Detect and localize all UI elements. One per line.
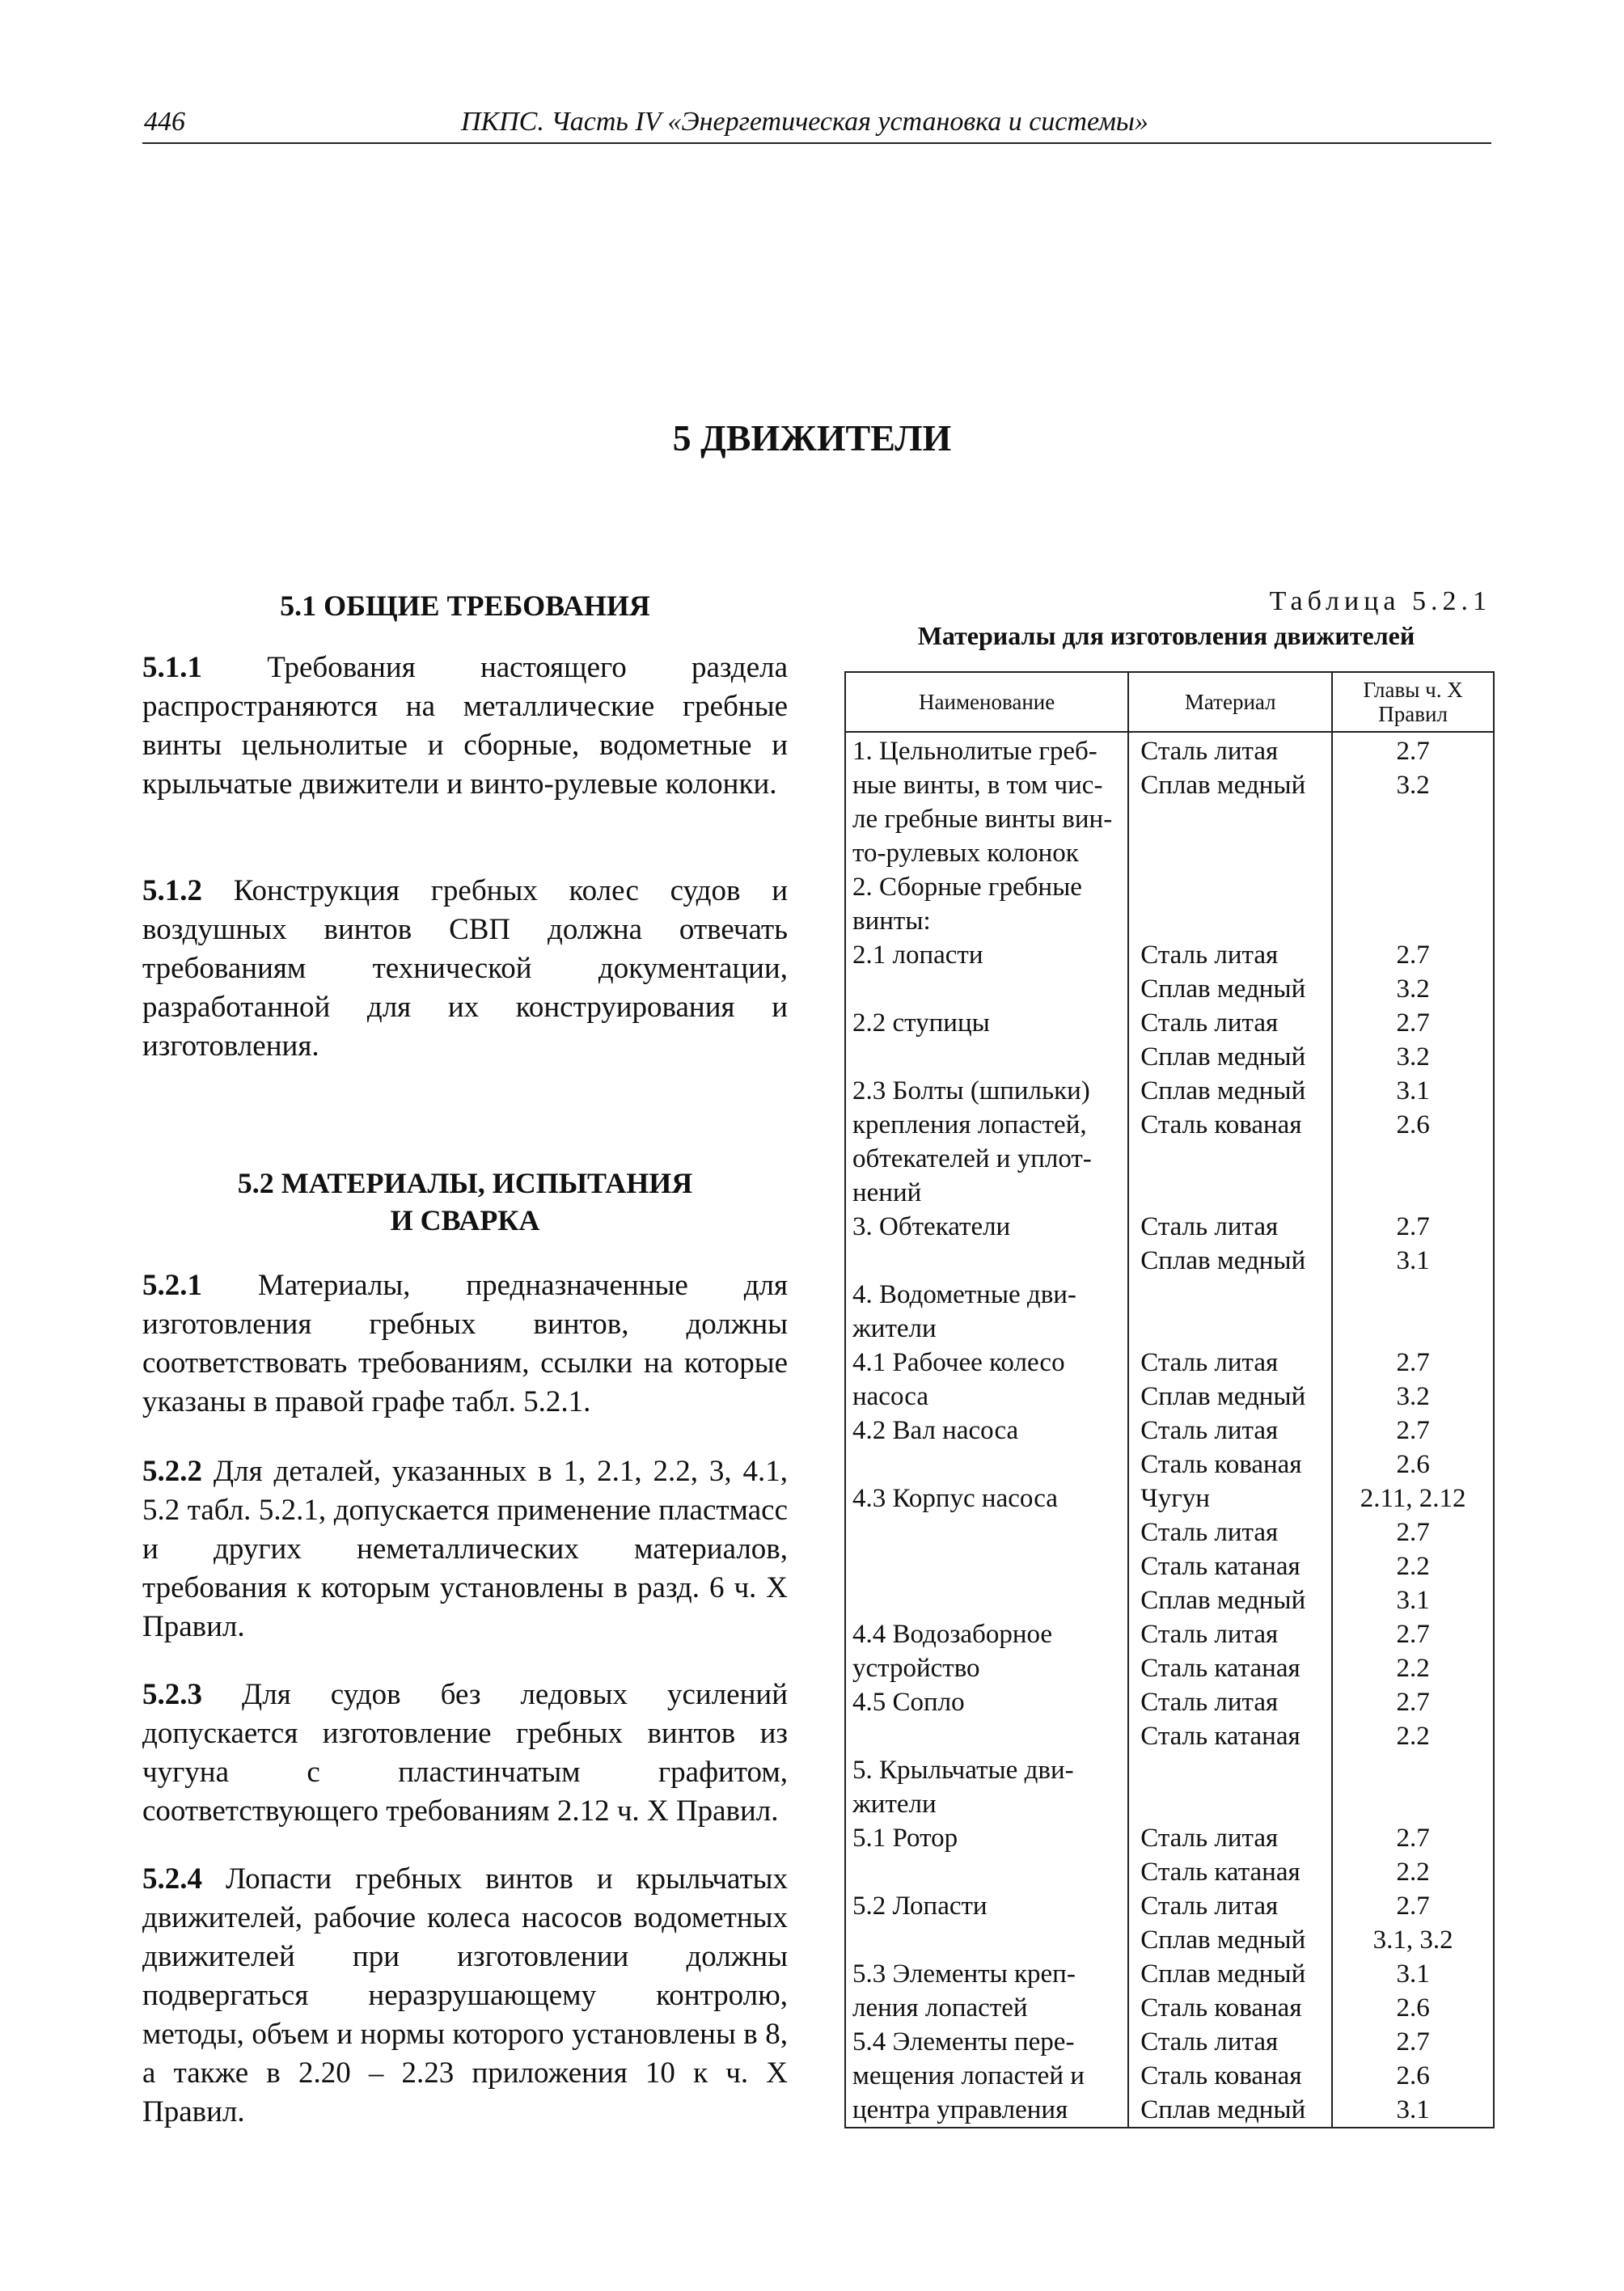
paragraph-5-2-3 — [142, 1676, 788, 1831]
cell-name — [845, 1346, 1128, 1414]
cell-material-line: Сплав медный — [1140, 1246, 1306, 1275]
cell-chapters-line: 2.6 — [1396, 1993, 1430, 2023]
cell-name — [845, 1482, 1128, 1617]
table-header-row — [845, 672, 1494, 732]
cell-chapters — [1332, 732, 1494, 870]
cell-material — [1128, 732, 1332, 870]
cell-material-line: Чугун — [1140, 1484, 1210, 1513]
cell-material-line: Сталь литая — [1140, 1892, 1279, 1921]
cell-material-line: Сплав медный — [1140, 1382, 1306, 1411]
cell-chapters — [1332, 1685, 1494, 1753]
section-title-line: И СВАРКА — [390, 1204, 540, 1236]
cell-chapters-line: 2.7 — [1396, 2027, 1430, 2056]
table-row — [845, 1210, 1494, 1278]
cell-material-line: Сплав медный — [1140, 1959, 1306, 1989]
cell-material — [1128, 1753, 1332, 1821]
cell-name-line: 2.3 Болты (шпильки) — [852, 1076, 1090, 1105]
cell-chapters-line: 3.1 — [1396, 2095, 1430, 2124]
paragraph-5-1-1 — [142, 649, 788, 804]
cell-name-line: 2. Сборные гребные — [852, 873, 1082, 902]
cell-chapters-line: 2.6 — [1396, 1110, 1430, 1139]
cell-name-line: обтекателей и уплот- — [852, 1144, 1092, 1173]
paragraph-5-2-2 — [142, 1452, 788, 1646]
table-row — [845, 1278, 1494, 1346]
table-row — [845, 1821, 1494, 1889]
cell-chapters — [1332, 938, 1494, 1006]
cell-material — [1128, 1685, 1332, 1753]
cell-material — [1128, 870, 1332, 938]
cell-chapters — [1332, 1753, 1494, 1821]
cell-chapters-line: 2.7 — [1396, 737, 1430, 766]
cell-chapters-line: 2.7 — [1396, 1212, 1430, 1241]
cell-name-line: 5. Крыльчатые дви- — [852, 1756, 1074, 1785]
cell-name-line: 5.3 Элементы креп- — [852, 1959, 1076, 1989]
cell-material-line: Сталь литая — [1140, 1416, 1279, 1445]
cell-material — [1128, 1617, 1332, 1685]
cell-name-line: ления лопастей — [852, 1993, 1028, 2023]
cell-material-line: Сталь кованая — [1140, 2061, 1302, 2090]
cell-chapters-line: 2.7 — [1396, 1348, 1430, 1377]
table-row — [845, 938, 1494, 1006]
cell-material-line: Сплав медный — [1140, 1925, 1306, 1955]
cell-material — [1128, 1210, 1332, 1278]
cell-material-line: Сталь кованая — [1140, 1110, 1302, 1139]
cell-chapters-line: 2.2 — [1396, 1858, 1430, 1887]
cell-name — [845, 1074, 1128, 1210]
paragraph-number: 5.2.3 — [142, 1678, 202, 1711]
table-row — [845, 1685, 1494, 1753]
table-row — [845, 870, 1494, 938]
cell-material — [1128, 1346, 1332, 1414]
cell-chapters-line: 2.7 — [1396, 1892, 1430, 1921]
cell-material-line: Сплав медный — [1140, 1042, 1306, 1072]
cell-chapters-line: 3.2 — [1396, 1382, 1430, 1411]
table-row — [845, 1074, 1494, 1210]
paragraph-5-2-4 — [142, 1860, 788, 2132]
cell-name — [845, 1617, 1128, 1685]
table-row — [845, 1482, 1494, 1617]
cell-name-line: жители — [852, 1790, 937, 1819]
cell-material — [1128, 1278, 1332, 1346]
cell-name-line: мещения лопастей и — [852, 2061, 1085, 2090]
cell-material — [1128, 1414, 1332, 1482]
cell-material-line: Сплав медный — [1140, 1076, 1306, 1105]
cell-material-line: Сталь литая — [1140, 1518, 1279, 1547]
cell-name-line: 4.1 Рабочее колесо — [852, 1348, 1065, 1377]
cell-material-line: Сталь катаная — [1140, 1552, 1300, 1581]
cell-material-line: Сталь литая — [1140, 1620, 1279, 1649]
cell-material — [1128, 938, 1332, 1006]
chapter-title: 5 ДВИЖИТЕЛИ — [672, 417, 952, 459]
cell-material-line: Сталь литая — [1140, 1348, 1279, 1377]
section-title-5-1: 5.1 ОБЩИЕ ТРЕБОВАНИЯ — [280, 590, 650, 622]
cell-name-line: 5.1 Ротор — [852, 1824, 958, 1853]
cell-name — [845, 2025, 1128, 2128]
table-row — [845, 1617, 1494, 1685]
paragraph-number: 5.2.1 — [142, 1269, 202, 1302]
cell-name — [845, 1753, 1128, 1821]
cell-chapters-line: 2.7 — [1396, 940, 1430, 970]
cell-chapters — [1332, 1821, 1494, 1889]
paragraph-text: Требования настоящего раздела распространяются на металлические гребные винты цельнолитые и сборные, водометные и крыльчатые движители и винто-рулевые колонки. — [142, 651, 789, 801]
paragraph-text: Лопасти гребных винтов и крыльчатых движителей, рабочие колеса насосов водометных движителей при изготовлении должны подвергаться неразрушающему контролю, методы, объем и нормы которого установлены в 8, а также в 2.20 – 2.23 приложения 10 к ч. X Правил. — [142, 1862, 789, 2128]
cell-chapters — [1332, 1482, 1494, 1617]
cell-name-line: устройство — [852, 1654, 980, 1683]
cell-name-line: ные винты, в том чис- — [852, 771, 1103, 800]
cell-material-line: Сталь литая — [1140, 1212, 1279, 1241]
cell-name-line: 4.3 Корпус насоса — [852, 1484, 1058, 1513]
cell-chapters — [1332, 1617, 1494, 1685]
paragraph-text: Для судов без ледовых усилений допускается изготовление гребных винтов из чугуна с пластинчатым графитом, соответствующего требованиям 2.12 ч. X Правил. — [142, 1678, 789, 1828]
cell-chapters-line: 2.7 — [1396, 1518, 1430, 1547]
cell-chapters-line: 3.1 — [1396, 1586, 1430, 1615]
cell-material — [1128, 1482, 1332, 1617]
cell-chapters-line: 2.7 — [1396, 1824, 1430, 1853]
cell-material-line: Сталь литая — [1140, 1824, 1279, 1853]
cell-name-line: 5.4 Элементы пере- — [852, 2027, 1075, 2056]
table-row — [845, 1006, 1494, 1074]
cell-name — [845, 1821, 1128, 1889]
cell-name — [845, 1210, 1128, 1278]
paragraph-number: 5.2.4 — [142, 1862, 202, 1896]
cell-material-line: Сталь литая — [1140, 1008, 1279, 1038]
table-row — [845, 2025, 1494, 2128]
cell-name-line: центра управления — [852, 2095, 1068, 2124]
cell-material-line: Сплав медный — [1140, 771, 1306, 800]
cell-name — [845, 1414, 1128, 1482]
cell-chapters — [1332, 1074, 1494, 1210]
cell-name-line: насоса — [852, 1382, 928, 1411]
section-title-line: 5.2 МАТЕРИАЛЫ, ИСПЫТАНИЯ — [237, 1167, 693, 1199]
cell-name-line: 1. Цельнолитые греб- — [852, 737, 1097, 766]
table-row — [845, 1346, 1494, 1414]
table-row — [845, 1889, 1494, 1957]
cell-chapters-line: 3.1 — [1396, 1959, 1430, 1989]
cell-material-line: Сплав медный — [1140, 974, 1306, 1004]
cell-name — [845, 1685, 1128, 1753]
cell-material-line: Сплав медный — [1140, 2095, 1306, 2124]
paragraph-text: Материалы, предназначенные для изготовления гребных винтов, должны соответствовать требованиям, ссылки на которые указаны в правой графе табл. 5.2.1. — [142, 1269, 788, 1418]
cell-name — [845, 1889, 1128, 1957]
cell-name-line: 4.4 Водозаборное — [852, 1620, 1053, 1649]
cell-material-line: Сталь кованая — [1140, 1450, 1302, 1479]
cell-chapters-line: 2.7 — [1396, 1688, 1430, 1717]
cell-material — [1128, 1074, 1332, 1210]
cell-chapters — [1332, 1278, 1494, 1346]
running-header — [142, 102, 1491, 144]
page-number: 446 — [144, 107, 185, 137]
table-row — [845, 1414, 1494, 1482]
cell-chapters-line: 3.1, 3.2 — [1372, 1925, 1453, 1955]
paragraph-5-1-2 — [142, 872, 788, 1066]
cell-name-line: ле гребные винты вин- — [852, 805, 1113, 834]
column-header-material: Материал — [1128, 672, 1332, 732]
cell-chapters — [1332, 870, 1494, 938]
cell-name — [845, 1006, 1128, 1074]
paragraph-number: 5.1.1 — [142, 651, 202, 684]
cell-chapters — [1332, 1210, 1494, 1278]
cell-chapters-line: 3.2 — [1396, 771, 1430, 800]
cell-name-line: то-рулевых колонок — [852, 839, 1079, 868]
column-header-chapters: Главы ч. X Правил — [1332, 672, 1494, 732]
cell-name — [845, 1957, 1128, 2025]
table-row — [845, 1957, 1494, 2025]
cell-chapters-line: 2.2 — [1396, 1654, 1430, 1683]
cell-material-line: Сталь катаная — [1140, 1654, 1300, 1683]
cell-chapters-line: 2.2 — [1396, 1552, 1430, 1581]
cell-name-line: 4.2 Вал насоса — [852, 1416, 1019, 1445]
cell-name-line: 4.5 Сопло — [852, 1688, 965, 1717]
cell-chapters-line: 2.6 — [1396, 2061, 1430, 2090]
cell-material-line: Сталь литая — [1140, 940, 1279, 970]
paragraph-text: Конструкция гребных колес судов и воздушных винтов СВП должна отвечать требованиям технической документации, разработанной для их конструирования и изготовления. — [142, 874, 788, 1063]
cell-chapters-line: 3.1 — [1396, 1246, 1430, 1275]
cell-chapters — [1332, 1889, 1494, 1957]
cell-name-line: 2.1 лопасти — [852, 940, 983, 970]
cell-name-line: 5.2 Лопасти — [852, 1892, 988, 1921]
paragraph-number: 5.1.2 — [142, 874, 202, 907]
cell-material — [1128, 1957, 1332, 2025]
cell-chapters-line: 3.1 — [1396, 1076, 1430, 1105]
cell-chapters-line: 2.7 — [1396, 1008, 1430, 1038]
cell-material — [1128, 1889, 1332, 1957]
cell-chapters — [1332, 2025, 1494, 2128]
cell-name-line: жители — [852, 1314, 937, 1343]
cell-material-line: Сталь катаная — [1140, 1722, 1300, 1751]
cell-material-line: Сплав медный — [1140, 1586, 1306, 1615]
section-title-5-2 — [142, 1165, 788, 1239]
cell-name — [845, 732, 1128, 870]
cell-chapters-line: 2.11, 2.12 — [1360, 1484, 1466, 1513]
paragraph-5-2-1 — [142, 1266, 788, 1422]
table-title: Материалы для изготовления движителей — [917, 621, 1415, 650]
cell-name — [845, 1278, 1128, 1346]
cell-chapters-line: 2.6 — [1396, 1450, 1430, 1479]
table-body — [845, 732, 1494, 2128]
cell-name-line: 3. Обтекатели — [852, 1212, 1011, 1241]
cell-material-line: Сталь катаная — [1140, 1858, 1300, 1887]
cell-chapters — [1332, 1346, 1494, 1414]
cell-name — [845, 938, 1128, 1006]
cell-material-line: Сталь литая — [1140, 1688, 1279, 1717]
cell-material — [1128, 2025, 1332, 2128]
table-row — [845, 732, 1494, 870]
cell-name-line: винты: — [852, 907, 931, 936]
cell-material-line: Сталь литая — [1140, 737, 1279, 766]
paragraph-text: Для деталей, указанных в 1, 2.1, 2.2, 3, 4.1, 5.2 табл. 5.2.1, допускается применение пластмасс и других неметаллических материалов, требования к которым установлены в разд. 6 ч. X Правил. — [142, 1455, 789, 1643]
cell-name-line: крепления лопастей, — [852, 1110, 1087, 1139]
cell-chapters — [1332, 1006, 1494, 1074]
cell-name-line: 2.2 ступицы — [852, 1008, 990, 1038]
column-header-name: Наименование — [845, 672, 1128, 732]
cell-material-line: Сталь литая — [1140, 2027, 1279, 2056]
table-caption: Таблица 5.2.1 — [1269, 586, 1491, 616]
cell-name — [845, 870, 1128, 938]
cell-name-line: нений — [852, 1178, 922, 1207]
cell-chapters-line: 3.2 — [1396, 1042, 1430, 1072]
table-row — [845, 1753, 1494, 1821]
paragraph-number: 5.2.2 — [142, 1455, 202, 1488]
materials-table — [844, 671, 1495, 2128]
cell-chapters-line: 2.7 — [1396, 1620, 1430, 1649]
cell-material — [1128, 1821, 1332, 1889]
cell-chapters-line: 2.2 — [1396, 1722, 1430, 1751]
cell-chapters-line: 2.7 — [1396, 1416, 1430, 1445]
running-title: ПКПС. Часть IV «Энергетическая установка и системы» — [461, 107, 1148, 137]
cell-chapters — [1332, 1957, 1494, 2025]
cell-material — [1128, 1006, 1332, 1074]
cell-material-line: Сталь кованая — [1140, 1993, 1302, 2023]
cell-chapters — [1332, 1414, 1494, 1482]
cell-name-line: 4. Водометные дви- — [852, 1280, 1076, 1309]
cell-chapters-line: 3.2 — [1396, 974, 1430, 1004]
